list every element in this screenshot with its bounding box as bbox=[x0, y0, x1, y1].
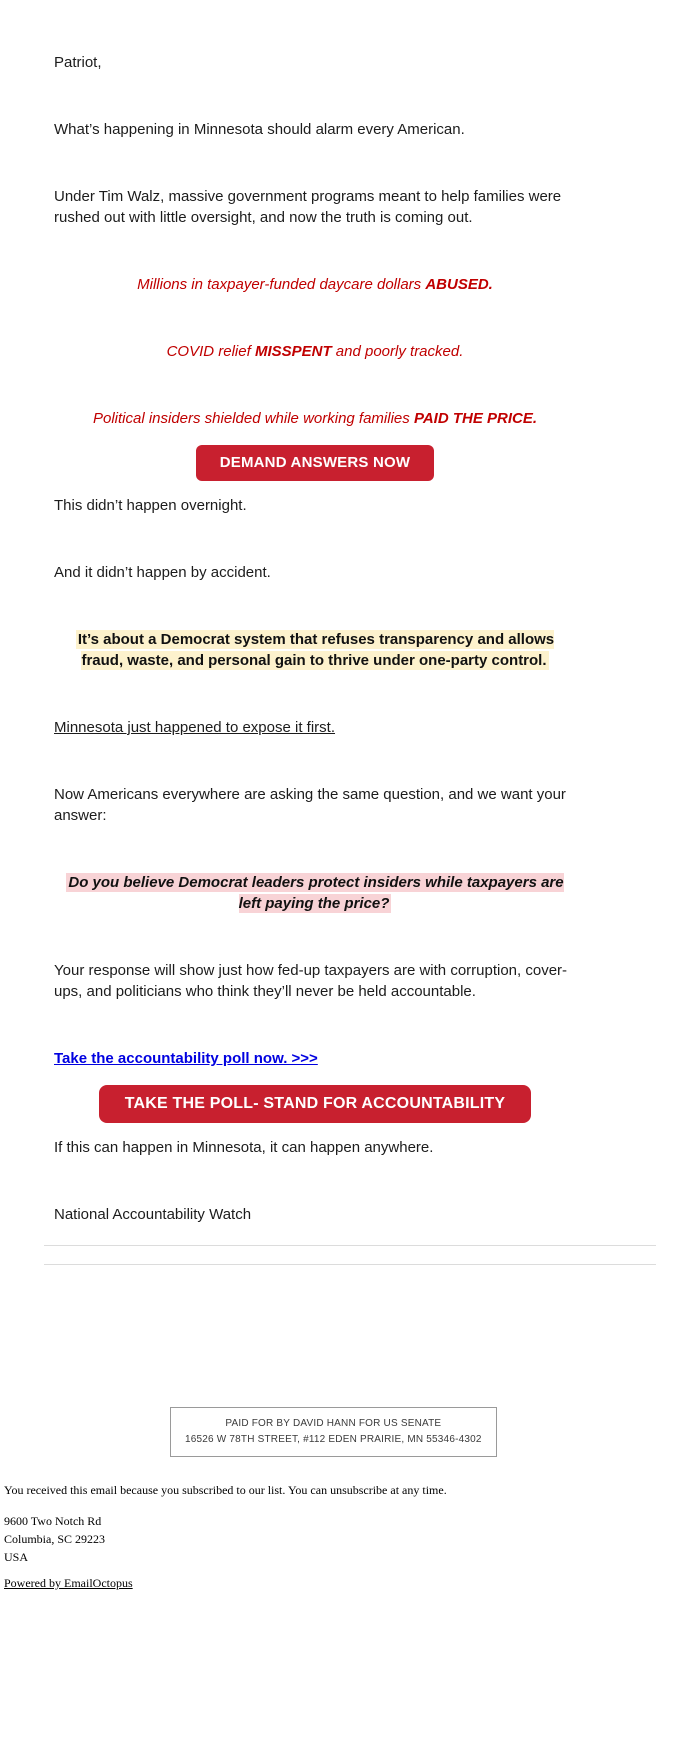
paid-for-line1: PAID FOR BY DAVID HANN FOR US SENATE bbox=[225, 1418, 442, 1429]
red-line-price bbox=[54, 408, 576, 429]
divider-group bbox=[44, 1245, 656, 1265]
paragraph-overnight: This didn’t happen overnight. bbox=[54, 497, 247, 514]
email-footer bbox=[4, 1483, 700, 1591]
paragraph-expose: Minnesota just happened to expose it first. bbox=[54, 719, 336, 736]
paid-for-line2: 16526 W 78TH STREET, #112 EDEN PRAIRIE, MN 55346-4302 bbox=[185, 1434, 482, 1445]
cta-row-demand bbox=[54, 445, 576, 481]
address-line-3: USA bbox=[4, 1550, 29, 1564]
highlight-pink-paragraph bbox=[54, 872, 576, 914]
red-line-abused-text: Millions in taxpayer-funded daycare dollars bbox=[137, 276, 426, 293]
highlight-yellow-text: It’s about a Democrat system that refuses transparency and allows fraud, waste, and personal gain to thrive under one-party control. bbox=[77, 631, 555, 669]
paragraph-question-intro: Now Americans everywhere are asking the same question, and we want your answer: bbox=[54, 786, 566, 824]
address-line-1: 9600 Two Notch Rd bbox=[4, 1514, 102, 1528]
divider-bottom bbox=[44, 1264, 656, 1265]
paragraph-walz: Under Tim Walz, massive government programs meant to help families were rushed out with little oversight, and now the truth is coming out. bbox=[54, 188, 562, 226]
email-content bbox=[54, 52, 576, 1225]
paragraph-anywhere: If this can happen in Minnesota, it can happen anywhere. bbox=[54, 1139, 434, 1156]
paragraph-accident: And it didn’t happen by accident. bbox=[54, 564, 271, 581]
take-poll-button[interactable]: TAKE THE POLL- STAND FOR ACCOUNTABILITY bbox=[99, 1085, 532, 1123]
signature-text: National Accountability Watch bbox=[54, 1206, 252, 1223]
red-line-abused bbox=[54, 274, 576, 295]
sender-address bbox=[4, 1512, 700, 1566]
address-line-2: Columbia, SC 29223 bbox=[4, 1532, 106, 1546]
red-line-misspent-emphasis: MISSPENT bbox=[254, 343, 332, 360]
cta-row-poll bbox=[54, 1085, 576, 1123]
red-line-price-emphasis: PAID THE PRICE. bbox=[413, 410, 538, 427]
highlight-pink-text: Do you believe Democrat leaders protect insiders while taxpayers are left paying the price? bbox=[68, 874, 564, 912]
red-line-misspent-suffix: and poorly tracked. bbox=[331, 343, 464, 360]
poll-link[interactable]: Take the accountability poll now. >>> bbox=[54, 1050, 318, 1067]
demand-answers-button[interactable]: DEMAND ANSWERS NOW bbox=[196, 445, 435, 481]
highlight-yellow-paragraph bbox=[54, 629, 576, 671]
red-line-abused-emphasis: ABUSED. bbox=[425, 276, 493, 293]
paragraph-alarm: What’s happening in Minnesota should alarm every American. bbox=[54, 121, 465, 138]
red-line-misspent bbox=[54, 341, 576, 362]
divider-top bbox=[44, 1245, 656, 1246]
red-line-price-prefix: Political insiders shielded while working families bbox=[92, 410, 414, 427]
paid-for-box bbox=[170, 1407, 497, 1457]
poll-link-line bbox=[54, 1048, 576, 1069]
unsubscribe-text: You received this email because you subscribed to our list. You can unsubscribe at any time. bbox=[4, 1483, 447, 1497]
paragraph-response: Your response will show just how fed-up taxpayers are with corruption, cover-ups, and politicians who think they’ll never be held accountable. bbox=[54, 962, 568, 1000]
red-line-misspent-prefix: COVID relief bbox=[166, 343, 255, 360]
greeting-text: Patriot, bbox=[54, 54, 102, 71]
emailoctopus-link[interactable]: Powered by EmailOctopus bbox=[4, 1576, 133, 1590]
